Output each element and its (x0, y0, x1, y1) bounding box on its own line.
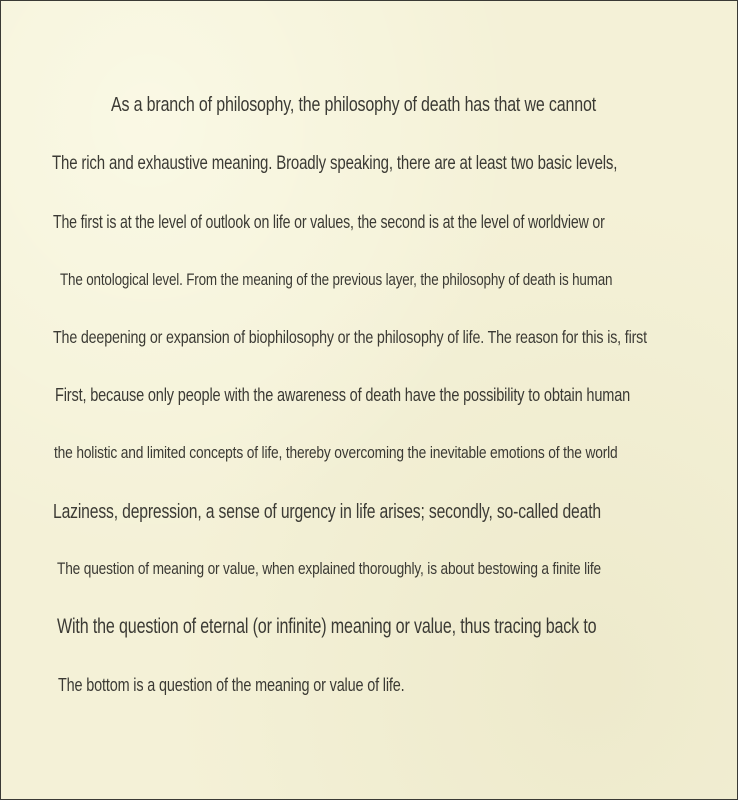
text-line: The question of meaning or value, when explained thoroughly, is about bestowing a finite life (57, 559, 601, 578)
text-line: The bottom is a question of the meaning or value of life. (58, 674, 405, 695)
text-line: With the question of eternal (or infinite) meaning or value, thus tracing back to (57, 615, 597, 638)
text-line: First, because only people with the awareness of death have the possibility to obtain human (55, 384, 631, 405)
text-line: The ontological level. From the meaning of the previous layer, the philosophy of death is human (60, 270, 613, 289)
text-line: The deepening or expansion of biophilosophy or the philosophy of life. The reason for this is, first (53, 327, 647, 347)
text-line: The first is at the level of outlook on life or values, the second is at the level of worldview or (53, 212, 605, 232)
text-line: As a branch of philosophy, the philosophy of death has that we cannot (111, 94, 596, 116)
text-line: The rich and exhaustive meaning. Broadly speaking, there are at least two basic levels, (52, 153, 618, 174)
text-line: Laziness, depression, a sense of urgency in life arises; secondly, so-called death (53, 501, 601, 523)
text-line: the holistic and limited concepts of life, thereby overcoming the inevitable emotions of the world (54, 443, 618, 462)
